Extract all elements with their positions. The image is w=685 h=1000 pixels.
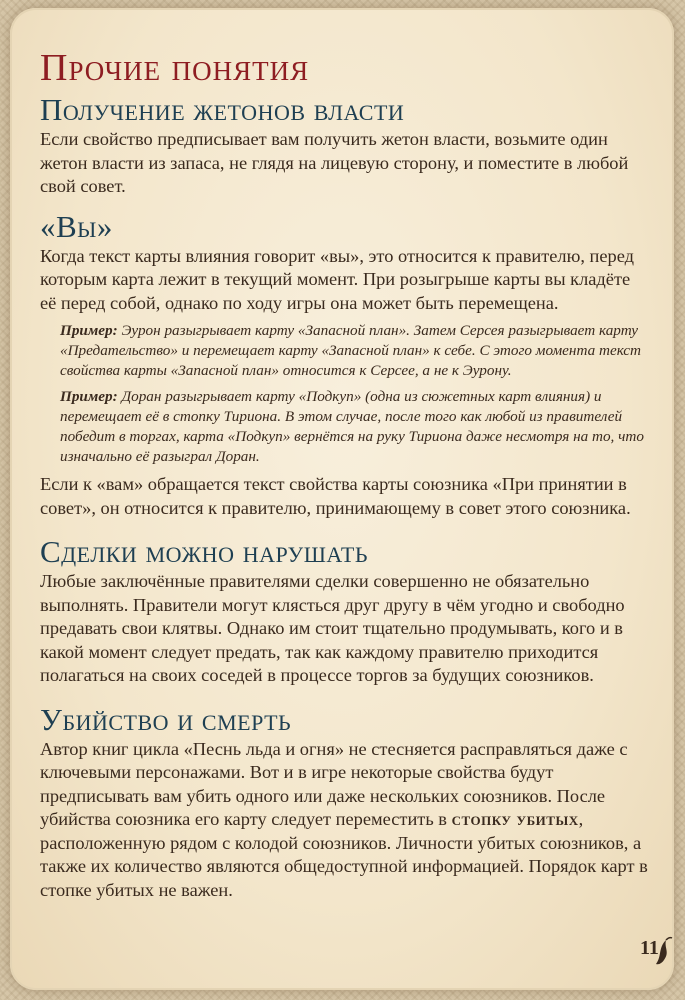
example-label: Пример:: [60, 388, 118, 405]
section-paragraph: Если свойство предписывает вам получить жетон власти, возьмите один жетон власти из запаса, не глядя на лицевую сторону, и поместите в любой свой совет.: [40, 129, 629, 196]
flourish-icon: [652, 934, 674, 968]
example-text: Эурон разыгрывает карту «Запасной план». Затем Серсея разыгрывает карту «Предательство» и перемещает карту «Запасной план» к себе. С этого момента текст свойства карты «Запасной план» относится к Серсее, а не к Эурону.: [60, 322, 641, 379]
page-number: 11: [640, 937, 659, 959]
example-block: [60, 387, 650, 467]
section-heading-deals: Сделки можно нарушать: [40, 534, 368, 569]
section-heading-killing: Убийство и смерть: [40, 701, 292, 737]
section-heading-you: «Вы»: [40, 208, 113, 244]
section-paragraph: Если к «вам» обращается текст свойства карты союзника «При принятии в совет», он относится к правителю, принимающему в совет этого союзника.: [40, 474, 631, 518]
section-paragraph: [40, 738, 650, 903]
example-label: Пример:: [60, 322, 118, 339]
example-block: [60, 321, 650, 381]
paragraph-text: , расположенную рядом с колодой союзников. Личности убитых союзников, а также их количество являются общедоступной информацией. Порядок карт в стопке убитых не важен.: [40, 809, 648, 900]
section-paragraph: Когда текст карты влияния говорит «вы», это относится к правителю, перед которым карта лежит в текущий момент. При розыгрыше карты вы кладёте её перед собой, однако по ходу игры она может быть перемещена.: [40, 245, 635, 313]
term-dead-pile: стопку убитых: [451, 809, 579, 829]
section-paragraph: Любые заключённые правителями сделки совершенно не обязательно выполнять. Правители могут клясться друг другу в чём угодно и свободно предавать свои клятвы. Однако им стоит тщательно продумывать, кого и в какой момент следует предать, так как каждому правителю приходится полагаться на своих соседей в процессе торгов за будущих союзников.: [40, 571, 625, 685]
document-content: [40, 48, 650, 902]
paragraph-text: Автор книг цикла «Песнь льда и огня» не стесняется расправляться даже с ключевыми персонажами. Вот и в игре некоторые свойства будут предписывать вам убить одного или даже нескольких союзников. После убийства союзника его карту следует переместить в: [40, 738, 628, 829]
example-text: Доран разыгрывает карту «Подкуп» (одна из сюжетных карт влияния) и перемещает её в стопку Тириона. В этом случае, после того как любой из правителей победит в торгах, карта «Подкуп» вернётся на руку Тириона даже несмотря на то, что изначально её разыграл Доран.: [60, 388, 644, 465]
page-title: Прочие понятия: [40, 47, 310, 89]
section-heading-power-tokens: Получение жетонов власти: [40, 92, 405, 127]
